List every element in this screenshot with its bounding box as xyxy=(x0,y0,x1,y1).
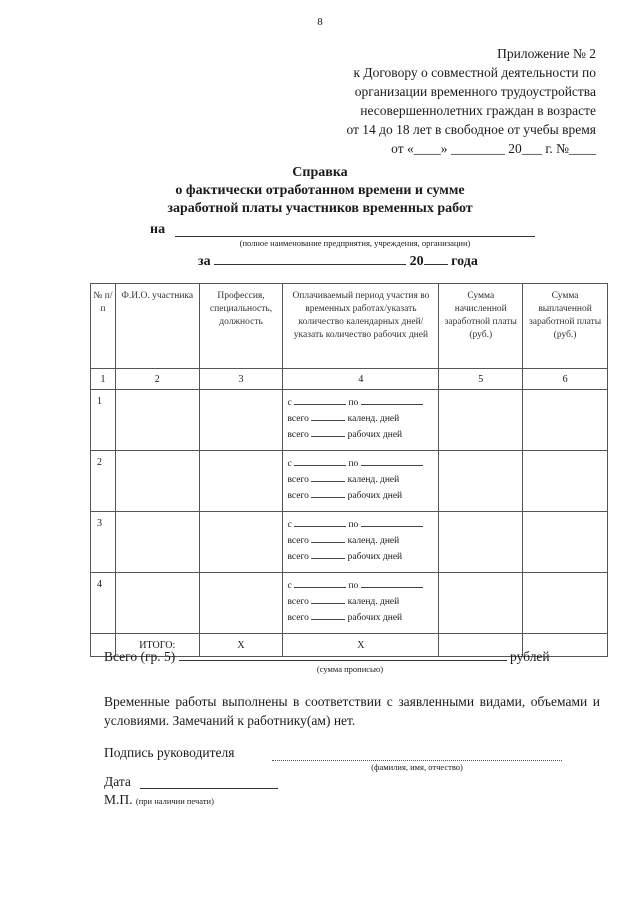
organization-hint: (полное наименование предприятия, учреждения, организации) xyxy=(239,238,471,248)
profession-cell[interactable] xyxy=(199,390,283,451)
title-line: заработной платы участников временных работ xyxy=(167,201,473,216)
paid-cell[interactable] xyxy=(523,390,608,451)
row-index: 3 xyxy=(91,512,116,573)
profession-cell[interactable] xyxy=(199,512,283,573)
row-index: 1 xyxy=(91,390,116,451)
period-cell[interactable]: с по всего календ. дней всего рабочих дней xyxy=(283,451,439,512)
total-label: ИТОГО: xyxy=(115,634,199,657)
col-number: 3 xyxy=(199,369,283,390)
date-field[interactable] xyxy=(140,788,278,789)
row-index: 2 xyxy=(91,451,116,512)
appendix-line: к Договору о совместной деятельности по xyxy=(353,65,596,80)
appendix-line: от «____» ________ 20___ г. №____ xyxy=(391,141,596,156)
col-number: 5 xyxy=(439,369,523,390)
na-label: на xyxy=(150,222,166,237)
conclusion-text: Временные работы выполнены в соответствии с заявленными видами, объемами и условиями. Замечаний к работнику(ам) нет. xyxy=(104,694,600,728)
accrued-cell[interactable] xyxy=(439,390,523,451)
row-index: 4 xyxy=(91,573,116,634)
year-prefix: 20 xyxy=(409,254,424,269)
total-sum-field[interactable] xyxy=(179,648,507,661)
signature-field[interactable] xyxy=(272,760,562,761)
year-field[interactable] xyxy=(424,252,448,265)
paid-cell[interactable] xyxy=(523,512,608,573)
col-header-period: Оплачиваемый период участия во временных работах/указать количество календарных дней/указать количество рабочих дней xyxy=(283,284,439,369)
stamp-label: М.П. xyxy=(104,792,133,807)
col-number: 6 xyxy=(523,369,608,390)
col-number: 1 xyxy=(91,369,116,390)
total-x-mark: Х xyxy=(283,634,439,657)
total-sum-unit: рублей xyxy=(510,649,550,664)
accrued-cell[interactable] xyxy=(439,573,523,634)
period-cell[interactable]: с по всего календ. дней всего рабочих дней xyxy=(283,573,439,634)
paid-cell[interactable] xyxy=(523,573,608,634)
worktime-table xyxy=(90,283,608,657)
name-cell[interactable] xyxy=(115,451,199,512)
organization-field[interactable] xyxy=(175,236,535,237)
name-cell[interactable] xyxy=(115,512,199,573)
name-cell[interactable] xyxy=(115,390,199,451)
col-number: 2 xyxy=(115,369,199,390)
conclusion-paragraph xyxy=(104,692,600,730)
title-line: о фактически отработанном времени и сумме xyxy=(175,183,465,198)
period-cell[interactable]: с по всего календ. дней всего рабочих дней xyxy=(283,512,439,573)
total-sum-row xyxy=(104,648,550,665)
date-label: Дата xyxy=(104,774,131,789)
stamp-hint: (при наличии печати) xyxy=(135,796,214,806)
col-header-profession: Профессия, специальность, должность xyxy=(199,284,283,369)
column-number-row xyxy=(91,369,608,390)
page-number: 8 xyxy=(317,16,323,28)
appendix-header xyxy=(266,44,596,158)
accrued-cell[interactable] xyxy=(439,512,523,573)
name-cell[interactable] xyxy=(115,573,199,634)
col-number: 4 xyxy=(283,369,439,390)
profession-cell[interactable] xyxy=(199,451,283,512)
appendix-line: от 14 до 18 лет в свободное от учебы время xyxy=(346,122,596,137)
signature-hint: (фамилия, имя, отчество) xyxy=(371,762,463,772)
total-sum-hint: (сумма прописью) xyxy=(316,664,384,674)
profession-cell[interactable] xyxy=(199,573,283,634)
col-header-accrued: Сумма начисленной заработной платы (руб.) xyxy=(439,284,523,369)
za-label: за xyxy=(198,254,211,269)
col-header-number: № п/п xyxy=(91,284,116,369)
table-row xyxy=(91,512,608,573)
signature-label: Подпись руководителя xyxy=(104,745,235,760)
col-header-paid: Сумма выплаченной заработной платы (руб.) xyxy=(523,284,608,369)
table-row xyxy=(91,390,608,451)
stamp-place xyxy=(104,792,214,808)
appendix-line: Приложение № 2 xyxy=(497,46,596,61)
col-header-name: Ф.И.О. участника xyxy=(115,284,199,369)
table-row xyxy=(91,573,608,634)
document-title xyxy=(0,164,640,218)
year-suffix: года xyxy=(451,254,478,269)
title-line: Справка xyxy=(292,165,348,180)
appendix-line: организации временного трудоустройства xyxy=(354,84,596,99)
total-sum-label: Всего (гр. 5) xyxy=(104,649,176,664)
period-row xyxy=(198,252,478,270)
period-cell[interactable]: с по всего календ. дней всего рабочих дней xyxy=(283,390,439,451)
paid-cell[interactable] xyxy=(523,451,608,512)
table-row xyxy=(91,451,608,512)
total-x-mark: Х xyxy=(199,634,283,657)
appendix-line: несовершеннолетних граждан в возрасте xyxy=(360,103,596,118)
accrued-cell[interactable] xyxy=(439,451,523,512)
table-header-row xyxy=(91,284,608,369)
period-field[interactable] xyxy=(214,252,406,265)
